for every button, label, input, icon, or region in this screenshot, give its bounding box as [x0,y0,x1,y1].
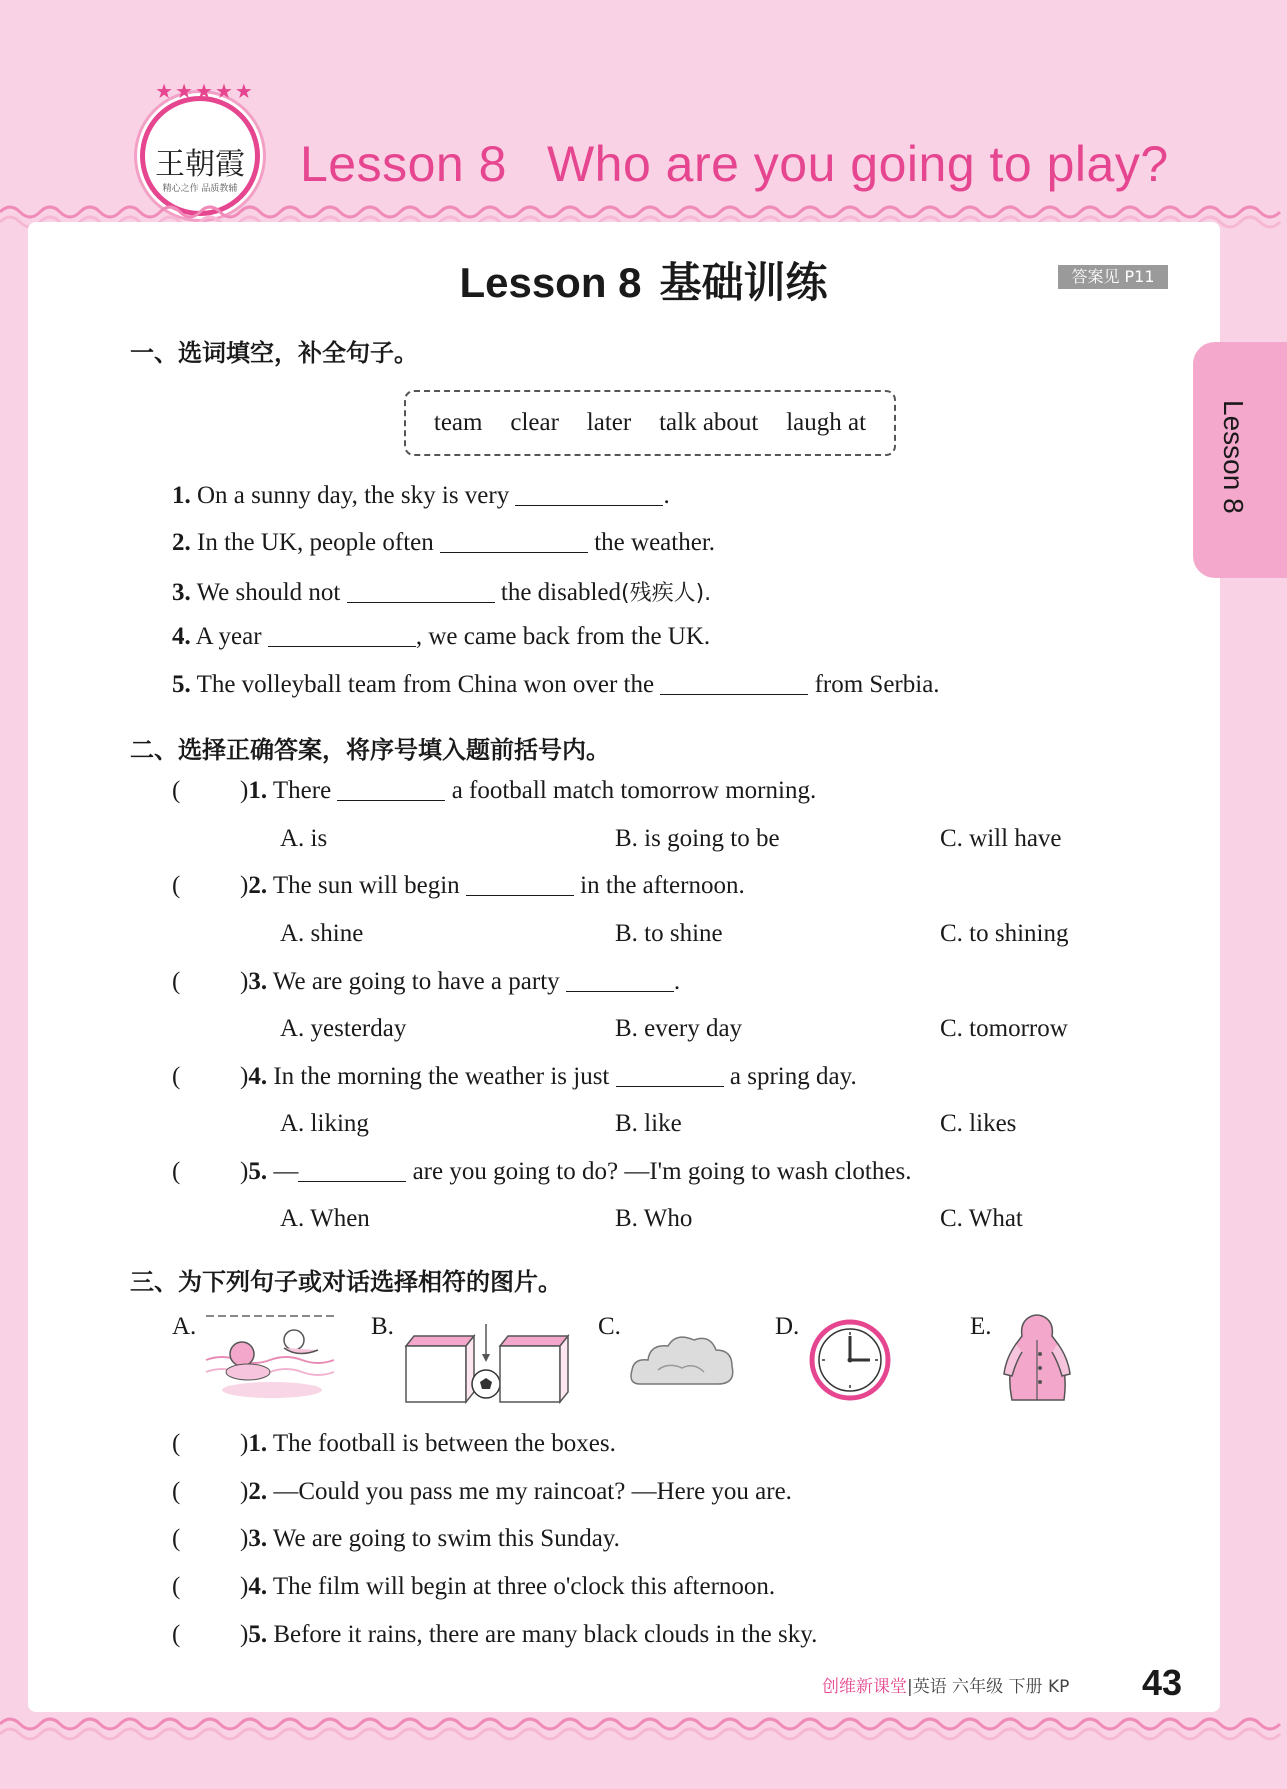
side-tab-lesson [1193,342,1287,578]
page-title-text: Who are you going to play? [546,136,1169,192]
s3-question-5 [240,1621,817,1649]
question-text: A year [195,623,262,650]
s1-question-1 [172,482,670,510]
picture-label-e: E. [970,1313,992,1340]
question-number: 3. [248,968,268,995]
s2-question-5 [240,1158,911,1186]
answer-paren-open: ( [172,968,181,995]
question-text: The volleyball team from China won over the [196,671,655,698]
option-a[interactable]: A. When [280,1205,370,1232]
s2-question-4 [240,1063,857,1091]
picture-label-d: D. [775,1313,800,1340]
question-text: the disabled [500,579,621,606]
footer-info [822,1672,1069,1697]
answer-blank[interactable] [440,531,588,553]
question-number: 3. [248,1525,268,1552]
s2-question-2 [240,872,745,900]
question-text: On a sunny day, the sky is very [197,482,510,509]
question-number: 3. [172,579,191,606]
question-text: are you going to do? —I'm going to wash clothes. [412,1158,912,1185]
s2-question-3 [240,968,680,996]
swimming-picture [202,1310,338,1406]
option-b[interactable]: B. every day [615,1015,743,1042]
question-text: a football match tomorrow morning. [451,777,817,804]
brand-logo [140,79,260,216]
answer-blank[interactable] [268,625,416,647]
word-bank-item: clear [510,409,559,436]
answer-paren-close: ) [240,777,249,804]
answer-paren-open: ( [172,1063,181,1090]
question-text: . [663,482,670,509]
answer-blank[interactable] [566,970,674,992]
question-text: in the afternoon. [580,872,745,899]
question-number: 1. [248,777,268,804]
option-a[interactable]: A. liking [280,1110,369,1137]
side-tab-label: Lesson 8 [1218,400,1249,514]
s1-question-3 [172,576,711,607]
question-number: 5. [248,1158,268,1185]
section2-title: 二、选择正确答案，将序号填入题前括号内。 [130,736,610,764]
option-b[interactable]: B. is going to be [615,825,780,852]
s3-question-3 [240,1525,620,1553]
option-a[interactable]: A. is [280,825,328,852]
s1-question-2 [172,529,715,557]
picture-label-c: C. [598,1313,621,1340]
lesson-heading-zh: 基础训练 [659,258,828,307]
answer-paren-open: ( [172,1525,181,1552]
bottom-wave-border [0,1712,1287,1746]
question-number: 5. [172,671,191,698]
option-b[interactable]: B. like [615,1110,682,1137]
question-text: The film will begin at three o'clock this afternoon. [272,1573,776,1600]
word-bank-item: later [586,409,632,436]
option-b[interactable]: B. to shine [615,920,723,947]
question-number: 5. [248,1621,268,1648]
s3-question-4 [240,1573,775,1601]
answer-paren-close: ) [240,1158,249,1185]
s1-question-5 [172,671,940,699]
answer-paren-open: ( [172,777,181,804]
boxes-football-picture [402,1320,572,1408]
answer-paren-close: ) [240,968,249,995]
question-number: 2. [172,529,191,556]
question-text: the weather. [594,529,716,556]
question-text: We are going to have a party [272,968,560,995]
question-text: a spring day. [729,1063,857,1090]
option-c[interactable]: C. tomorrow [940,1015,1068,1042]
answer-paren-close: ) [240,1063,249,1090]
answer-blank[interactable] [515,484,663,506]
question-text: —Could you pass me my raincoat? —Here you are. [273,1478,792,1505]
option-c[interactable]: C. will have [940,825,1062,852]
s3-question-2 [240,1478,792,1506]
answer-paren-open: ( [172,1573,181,1600]
question-text: We should not [196,579,341,606]
answer-paren-open: ( [172,1430,181,1457]
answer-blank[interactable] [660,673,808,695]
question-text: . [673,968,681,995]
answer-paren-open: ( [172,1621,181,1648]
question-number: 4. [172,623,191,650]
question-number: 1. [172,482,191,509]
answer-paren-open: ( [172,1478,181,1505]
answer-blank[interactable] [337,779,445,801]
word-bank-item: talk about [659,409,759,436]
clouds-picture [628,1326,736,1398]
option-b[interactable]: B. Who [615,1205,693,1232]
logo-name: 王朝霞 [155,147,245,182]
answer-blank[interactable] [298,1160,406,1182]
footer-details: 英语 六年级 下册 KP [912,1677,1070,1697]
question-text: — [273,1158,299,1185]
answer-paren-close: ) [240,872,249,899]
answer-paren-close: ) [240,1430,249,1457]
option-c[interactable]: C. likes [940,1110,1017,1137]
answer-paren-close: ) [240,1621,249,1648]
answer-blank[interactable] [466,874,574,896]
question-text: There [272,777,332,804]
question-text: In the UK, people often [197,529,434,556]
s3-question-1 [240,1430,616,1458]
question-text: The sun will begin [272,872,460,899]
logo-subtitle: 精心之作 品质教辅 [162,184,238,194]
logo-stars: ★★★★★ [155,79,255,103]
option-c[interactable]: C. What [940,1205,1023,1232]
option-a[interactable]: A. yesterday [280,1015,407,1042]
lesson-heading-label: Lesson 8 [459,259,642,306]
answer-paren-open: ( [172,872,181,899]
s1-question-4 [172,623,710,651]
clock-picture [808,1316,892,1406]
question-text: from Serbia. [814,671,940,698]
question-note: (残疾人). [620,581,712,606]
answer-paren-close: ) [240,1478,249,1505]
question-number: 4. [248,1063,268,1090]
answer-paren-close: ) [240,1573,249,1600]
question-number: 2. [248,872,268,899]
answer-reference-tag: 答案见 P11 [1058,265,1168,289]
footer-brand: 创维新课堂 [822,1677,907,1697]
option-a[interactable]: A. shine [280,920,364,947]
word-bank-item: team [433,409,483,436]
picture-label-a: A. [172,1313,197,1340]
picture-label-b: B. [371,1313,394,1340]
footer-separator: | [907,1677,913,1697]
raincoat-picture [1002,1312,1072,1410]
section3-title: 三、为下列句子或对话选择相符的图片。 [130,1268,562,1296]
word-bank [404,390,896,456]
s2-question-1 [240,777,816,805]
page-title [300,135,1169,193]
section1-title: 一、选词填空，补全句子。 [130,339,418,367]
question-text: We are going to swim this Sunday. [272,1525,620,1552]
page-title-lesson: Lesson 8 [300,136,507,192]
answer-paren-close: ) [240,1525,249,1552]
question-text: Before it rains, there are many black clouds in the sky. [273,1621,818,1648]
word-bank-item: laugh at [786,409,867,436]
question-number: 1. [248,1430,268,1457]
question-text: In the morning the weather is just [273,1063,610,1090]
answer-paren-open: ( [172,1158,181,1185]
option-c[interactable]: C. to shining [940,920,1069,947]
question-text: , we came back from the UK. [415,623,711,650]
page-number: 43 [1142,1662,1183,1703]
question-number: 2. [248,1478,268,1505]
answer-blank[interactable] [347,581,495,603]
question-text: The football is between the boxes. [272,1430,616,1457]
answer-blank[interactable] [616,1065,724,1087]
question-number: 4. [248,1573,268,1600]
